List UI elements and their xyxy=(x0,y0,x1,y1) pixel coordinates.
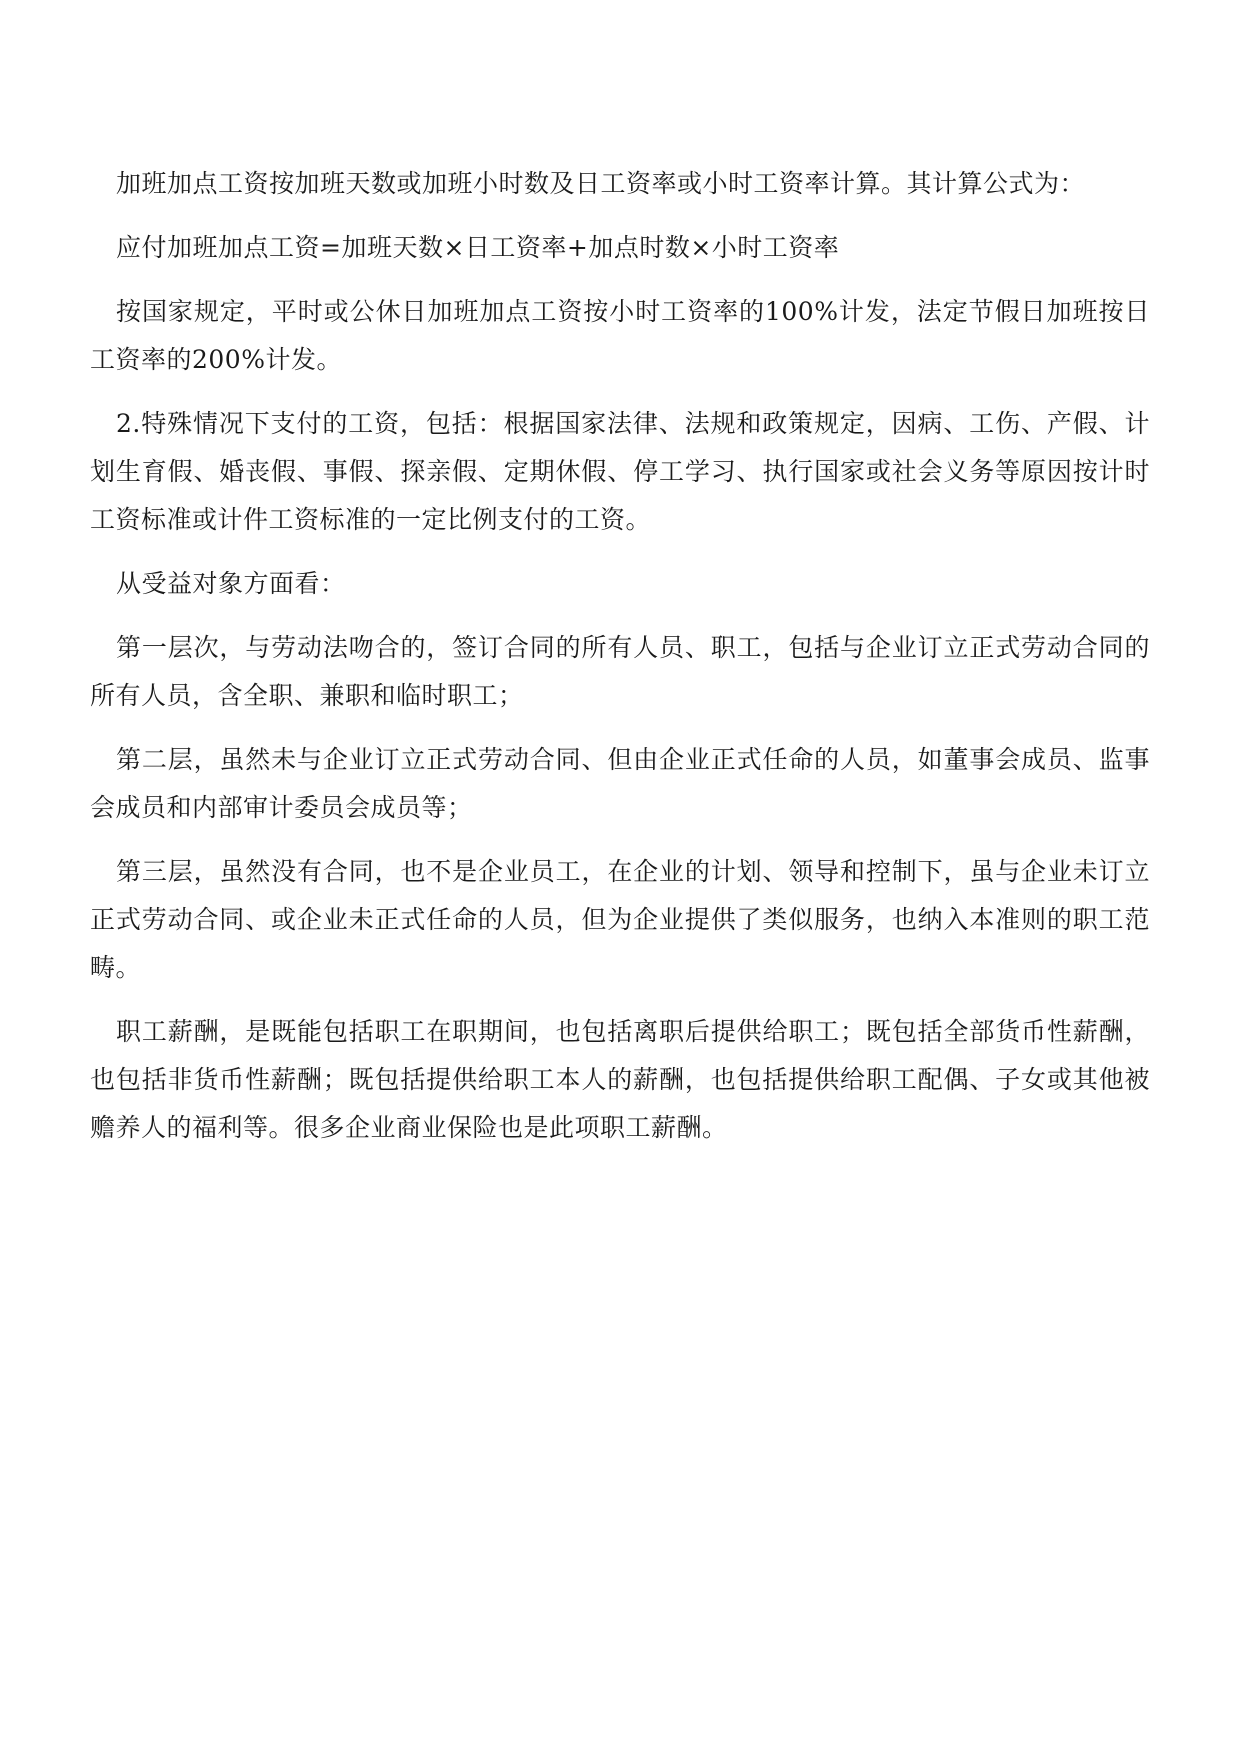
paragraph-compensation-scope: 职工薪酬，是既能包括职工在职期间，也包括离职后提供给职工；既包括全部货币性薪酬，也包括非货币性薪酬；既包括提供给职工本人的薪酬，也包括提供给职工配偶、子女或其他被赡养人的福利等。很多企业商业保险也是此项职工薪酬。 xyxy=(90,1017,1150,1142)
paragraph-beneficiaries-intro: 从受益对象方面看： xyxy=(116,569,346,598)
paragraph-third-tier: 第三层，虽然没有合同，也不是企业员工，在企业的计划、领导和控制下，虽与企业未订立正式劳动合同、或企业未正式任命的人员，但为企业提供了类似服务，也纳入本准则的职工范畴。 xyxy=(90,857,1150,982)
paragraph-overtime-basis: 加班加点工资按加班天数或加班小时数及日工资率或小时工资率计算。其计算公式为： xyxy=(116,169,1086,198)
document-body xyxy=(90,160,1150,1168)
paragraph-overtime-rates: 按国家规定，平时或公休日加班加点工资按小时工资率的100%计发，法定节假日加班按日工资率的200%计发。 xyxy=(90,297,1150,374)
paragraph-second-tier: 第二层，虽然未与企业订立正式劳动合同、但由企业正式任命的人员，如董事会成员、监事会成员和内部审计委员会成员等； xyxy=(90,745,1150,822)
paragraph-first-tier: 第一层次，与劳动法吻合的，签订合同的所有人员、职工，包括与企业订立正式劳动合同的所有人员，含全职、兼职和临时职工； xyxy=(90,633,1150,710)
paragraph-special-wages: 2.特殊情况下支付的工资，包括：根据国家法律、法规和政策规定，因病、工伤、产假、计划生育假、婚丧假、事假、探亲假、定期休假、停工学习、执行国家或社会义务等原因按计时工资标准或计件工资标准的一定比例支付的工资。 xyxy=(90,409,1150,534)
paragraph-overtime-formula: 应付加班加点工资=加班天数×日工资率+加点时数×小时工资率 xyxy=(116,233,840,262)
